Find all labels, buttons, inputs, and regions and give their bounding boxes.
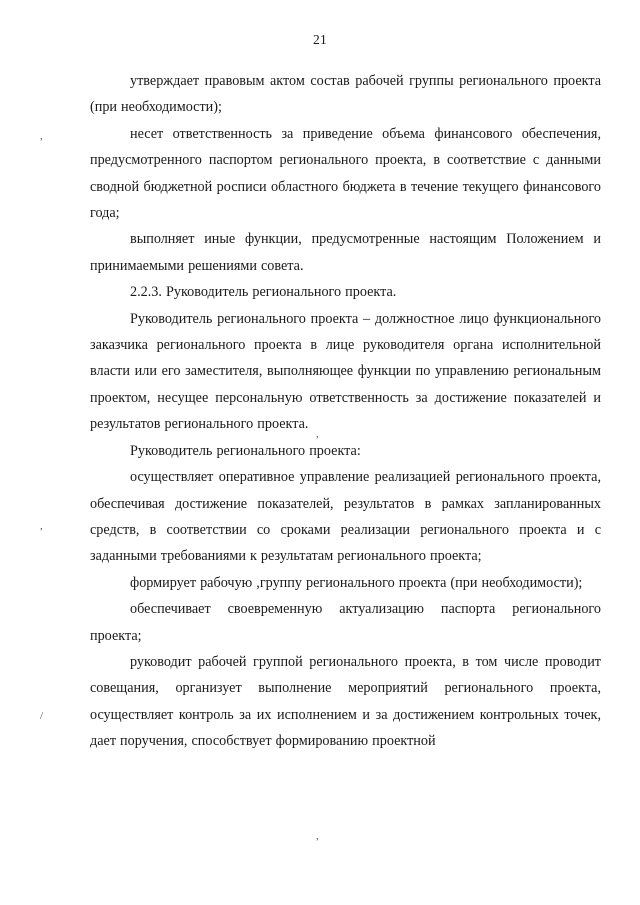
page-number: 21 xyxy=(312,32,328,47)
paragraph: формирует рабочую ,группу регионального проекта (при необходимости); xyxy=(130,574,583,591)
scan-speck: , xyxy=(40,520,43,532)
scan-speck: / xyxy=(40,710,44,722)
paragraph: осуществляет оперативное управление реализацией регионального проекта, обеспечивая достижение показателей, результатов в рамках запланированных средств, в соответствии со сроками реализации регионального проекта и с заданными требованиями к результатам регионального проекта; xyxy=(90,469,601,565)
paragraph: Руководитель регионального проекта – должностное лицо функционального заказчика регионального проекта в лице руководителя органа исполнительной власти или его заместителя, выполняющее функции по управлению региональным проектом, несущее персональную ответственность за достижение показателей и результатов регионального проекта. xyxy=(90,310,601,433)
paragraph: Руководитель регионального проекта: xyxy=(130,442,361,459)
paragraph: утверждает правовым актом состав рабочей группы регионального проекта (при необходимости); xyxy=(90,73,601,116)
scan-speck: , xyxy=(40,130,43,142)
paragraph: несет ответственность за приведение объема финансового обеспечения, предусмотренного паспортом регионального проекта, в соответствие с данными сводной бюджетной росписи областного бюджета в течение текущего финансового года; xyxy=(90,125,601,222)
section-heading: 2.2.3. Руководитель регионального проекта. xyxy=(130,284,397,301)
scan-speck: , xyxy=(316,428,319,440)
paragraph: выполняет иные функции, предусмотренные настоящим Положением и принимаемыми решениями совета. xyxy=(90,231,601,274)
body-text xyxy=(90,68,601,755)
scan-speck: , xyxy=(316,830,319,842)
paragraph: обеспечивает своевременную актуализацию паспорта регионального проекта; xyxy=(90,601,601,644)
paragraph: руководит рабочей группой регионального проекта, в том числе проводит совещания, организует выполнение мероприятий регионального проекта, осуществляет контроль за их исполнением и за достижением контрольных точек, дает поручения, способствует формированию проектной xyxy=(90,653,601,750)
